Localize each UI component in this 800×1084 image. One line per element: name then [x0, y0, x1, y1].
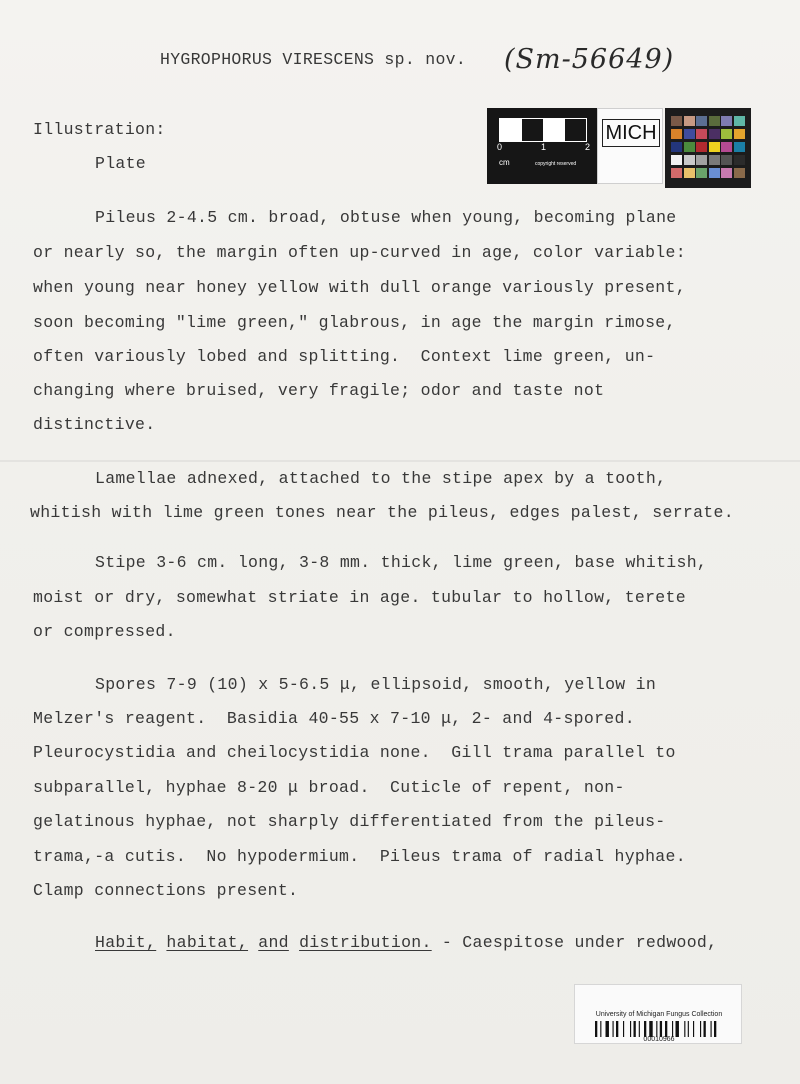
color-swatch — [734, 168, 745, 178]
barcode-bar — [613, 1021, 614, 1037]
barcode — [595, 1021, 723, 1037]
barcode-bar — [665, 1021, 667, 1037]
text-line: moist or dry, somewhat striate in age. tubular to hollow, terete — [33, 588, 686, 607]
barcode-bar — [704, 1021, 706, 1037]
scale-copyright: copyright reserved — [535, 161, 577, 167]
barcode-bar — [711, 1021, 712, 1037]
barcode-bar — [616, 1021, 618, 1037]
color-swatch — [734, 155, 745, 165]
herbarium-tag — [597, 108, 663, 184]
barcode-bar — [644, 1021, 646, 1037]
text-line: soon becoming "lime green," glabrous, in age the margin rimose, — [33, 313, 676, 332]
barcode-bar — [634, 1021, 636, 1037]
plate-label: Plate — [95, 154, 147, 173]
color-swatch — [671, 142, 682, 152]
color-swatch — [734, 129, 745, 139]
barcode-bar — [600, 1021, 601, 1037]
barcode-bar — [700, 1021, 701, 1037]
barcode-bar — [660, 1021, 662, 1037]
collection-number-handwritten: (Sm-56649) — [504, 44, 675, 75]
color-calibration-chart — [665, 108, 751, 188]
color-swatch — [671, 116, 682, 126]
color-swatch — [684, 116, 695, 126]
text-line: gelatinous hyphae, not sharply differentiated from the pileus- — [33, 812, 666, 831]
color-swatch — [696, 155, 707, 165]
color-swatch — [734, 142, 745, 152]
color-swatch — [671, 168, 682, 178]
barcode-bar — [639, 1021, 640, 1037]
text-line: Stipe 3-6 cm. long, 3-8 mm. thick, lime green, base whitish, — [95, 553, 708, 572]
barcode-bar — [693, 1021, 694, 1037]
text-line: or nearly so, the margin often up-curved in age, color variable: — [33, 243, 686, 262]
herbarium-code: MICH — [602, 119, 660, 147]
text-line: changing where bruised, very fragile; odor and taste not — [33, 381, 605, 400]
text-line: Clamp connections present. — [33, 881, 299, 900]
color-swatch — [684, 142, 695, 152]
barcode-number: 00010966 — [643, 1036, 675, 1043]
text-line: Lamellae adnexed, attached to the stipe apex by a tooth, — [95, 469, 667, 488]
barcode-bar — [606, 1021, 609, 1037]
color-swatch — [696, 129, 707, 139]
barcode-bar — [714, 1021, 716, 1037]
scale-unit: cm — [499, 158, 510, 167]
scale-bar-graduation — [499, 118, 587, 142]
barcode-bar — [595, 1021, 597, 1037]
habit-heading-word: habitat, — [166, 933, 249, 952]
color-swatch — [696, 116, 707, 126]
habit-heading-word: Habit, — [95, 933, 157, 952]
text-line: whitish with lime green tones near the pileus, edges palest, serrate. — [30, 503, 734, 522]
color-swatch — [684, 155, 695, 165]
text-line: when young near honey yellow with dull orange variously present, — [33, 278, 686, 297]
color-swatch — [721, 116, 732, 126]
barcode-bar — [676, 1021, 679, 1037]
text-line: Pleurocystidia and cheilocystidia none. Gill trama parallel to — [33, 743, 676, 762]
barcode-bar — [684, 1021, 685, 1037]
color-swatch — [734, 116, 745, 126]
color-swatch — [709, 116, 720, 126]
text-line: trama,-a cutis. No hypodermium. Pileus trama of radial hyphae. — [33, 847, 686, 866]
color-swatch — [721, 155, 732, 165]
color-swatch — [709, 129, 720, 139]
habit-paragraph — [95, 933, 717, 952]
color-swatch — [709, 155, 720, 165]
color-swatch — [671, 155, 682, 165]
scale-tick-label: 1 — [541, 142, 547, 152]
color-swatch — [684, 129, 695, 139]
text-line: Melzer's reagent. Basidia 40-55 x 7-10 μ, 2- and 4-spored. — [33, 709, 635, 728]
text-line: often variously lobed and splitting. Context lime green, un- — [33, 347, 656, 366]
color-swatch — [709, 168, 720, 178]
barcode-bar — [688, 1021, 689, 1037]
color-swatch — [684, 168, 695, 178]
text-line: or compressed. — [33, 622, 176, 641]
barcode-bar — [623, 1021, 624, 1037]
barcode-bar — [656, 1021, 657, 1037]
text-line: Pileus 2-4.5 cm. broad, obtuse when young, becoming plane — [95, 208, 677, 227]
habit-text: - Caespitose under redwood, — [431, 933, 718, 952]
barcode-bar — [649, 1021, 652, 1037]
scale-tick-label: 0 — [497, 142, 503, 152]
collection-label — [574, 984, 742, 1044]
barcode-bar — [630, 1021, 631, 1037]
color-swatch — [721, 142, 732, 152]
institution-name: University of Michigan Fungus Collection — [595, 1011, 723, 1018]
color-swatch — [709, 142, 720, 152]
color-swatch — [696, 142, 707, 152]
paper-fold-line — [0, 460, 800, 462]
text-line: Spores 7-9 (10) x 5-6.5 μ, ellipsoid, smooth, yellow in — [95, 675, 657, 694]
text-line: subparallel, hyphae 8-20 μ broad. Cuticle of repent, non- — [33, 778, 625, 797]
color-swatch — [671, 129, 682, 139]
color-swatch — [721, 168, 732, 178]
scale-tick-label: 2 — [585, 142, 591, 152]
text-line: distinctive. — [33, 415, 156, 434]
color-swatch — [696, 168, 707, 178]
barcode-bar — [672, 1021, 673, 1037]
illustration-label: Illustration: — [33, 120, 166, 139]
scale-bar — [487, 108, 597, 184]
habit-heading-word: and — [258, 933, 289, 952]
color-swatch — [721, 129, 732, 139]
species-title: HYGROPHORUS VIRESCENS sp. nov. — [160, 50, 467, 69]
habit-heading-word: distribution. — [299, 933, 432, 952]
